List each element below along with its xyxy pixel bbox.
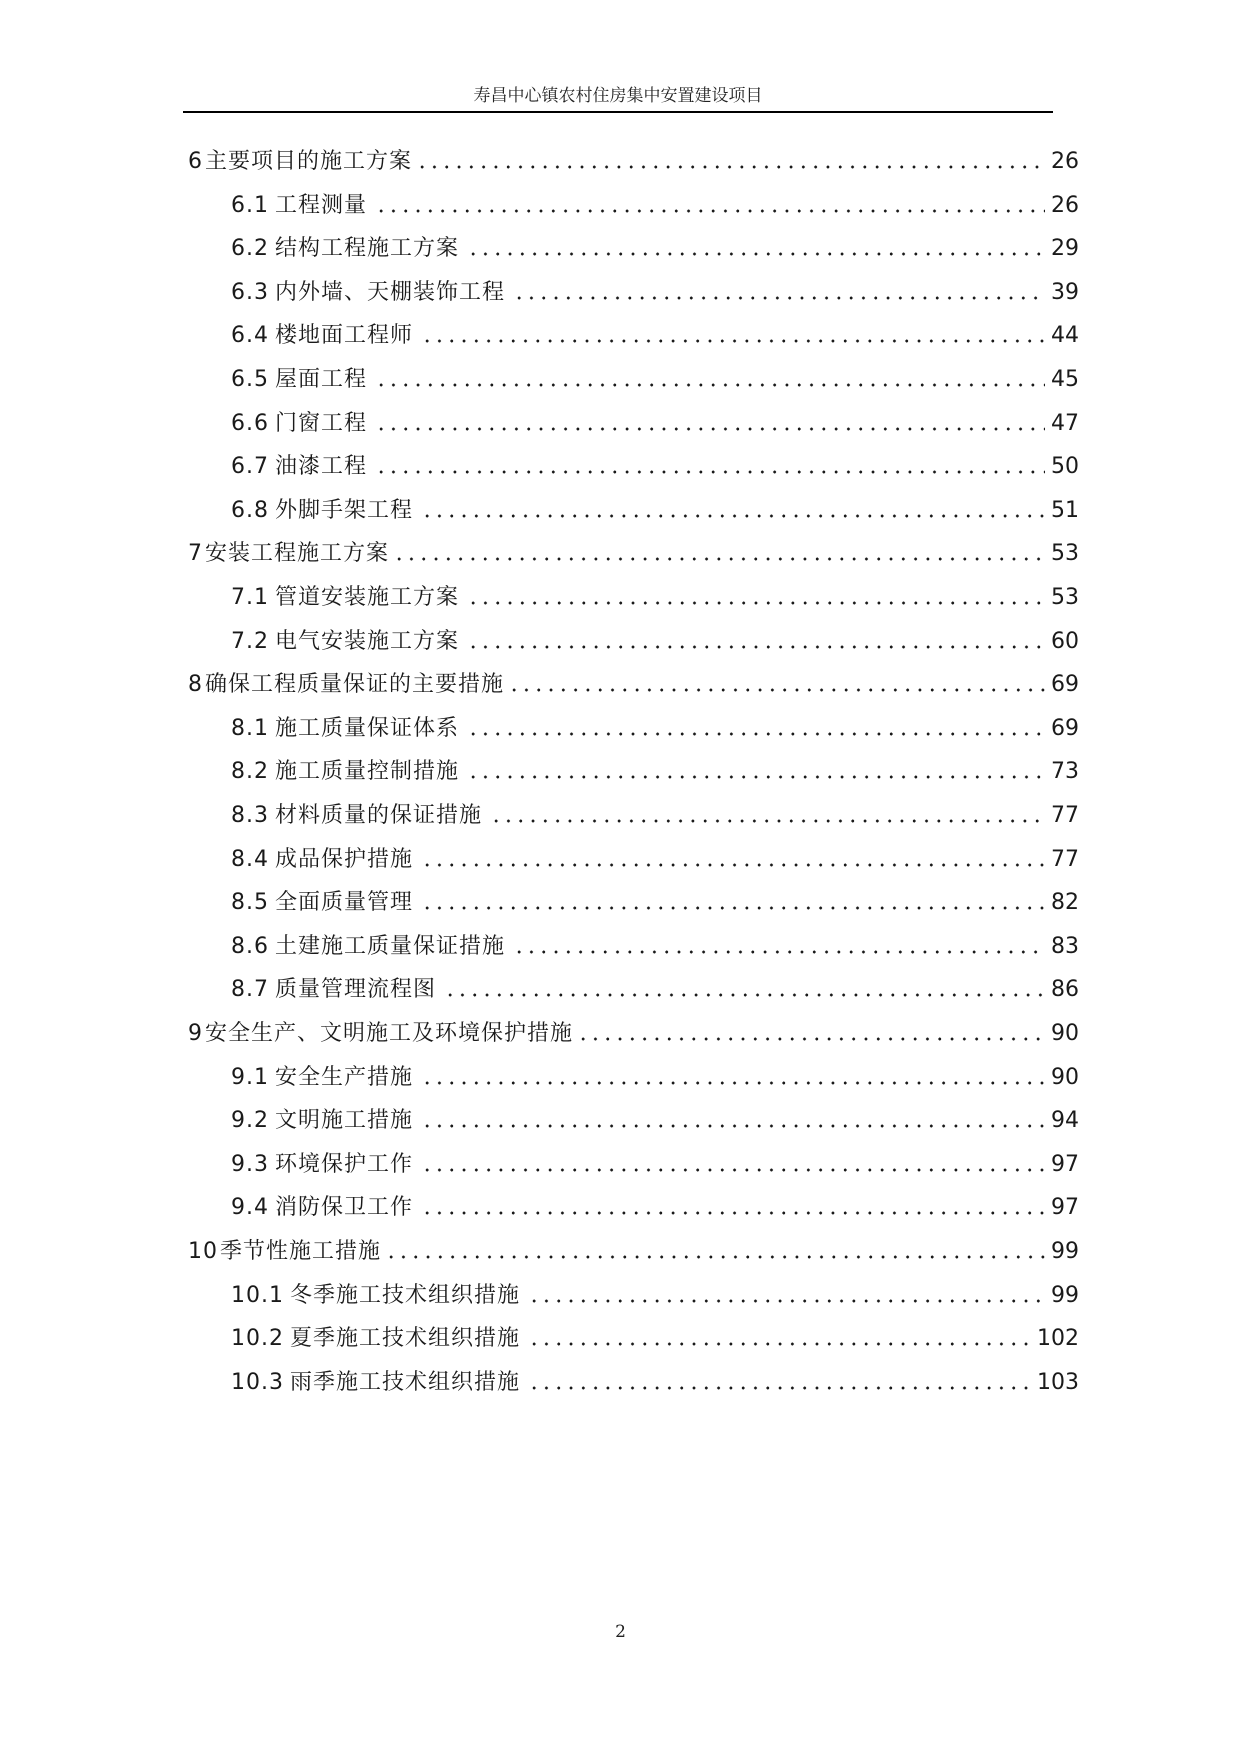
toc-entry-number: 8.1 xyxy=(231,715,269,741)
toc-entry-title: 环境保护工作 xyxy=(275,1151,414,1177)
toc-entry-title: 内外墙、天棚装饰工程 xyxy=(275,279,506,305)
toc-entry-page: 47 xyxy=(1051,410,1079,436)
toc-entry[interactable] xyxy=(231,227,1079,263)
toc-entry-number: 7 xyxy=(188,541,203,567)
toc-dot-leader xyxy=(513,296,1045,300)
toc-entry[interactable] xyxy=(188,140,1079,176)
toc-dot-leader xyxy=(421,1124,1045,1128)
toc-entry-page: 102 xyxy=(1037,1326,1079,1352)
toc-entry-title: 屋面工程 xyxy=(275,367,368,392)
toc-entry-page: 99 xyxy=(1051,1239,1079,1264)
toc-entry-page: 86 xyxy=(1051,977,1079,1003)
toc-entry[interactable] xyxy=(231,402,1079,438)
toc-entry-title: 文明施工措施 xyxy=(275,1108,414,1134)
toc-entry-page: 99 xyxy=(1051,1282,1079,1308)
toc-entry-number: 10 xyxy=(188,1239,218,1264)
toc-entry[interactable] xyxy=(231,1099,1079,1135)
toc-entry-title: 消防保卫工作 xyxy=(275,1195,414,1221)
toc-entry-number: 9 xyxy=(188,1021,203,1046)
toc-entry-page: 69 xyxy=(1051,715,1079,741)
toc-entry[interactable] xyxy=(231,489,1079,525)
toc-entry[interactable] xyxy=(188,1012,1079,1048)
toc-entry-number: 6.5 xyxy=(231,367,269,392)
toc-entry[interactable] xyxy=(231,925,1079,961)
toc-entry-title: 电气安装施工方案 xyxy=(275,628,460,654)
toc-entry[interactable] xyxy=(231,184,1079,220)
toc-entry-title: 外脚手架工程 xyxy=(275,497,414,523)
toc-dot-leader xyxy=(421,514,1045,518)
toc-entry-page: 90 xyxy=(1051,1064,1079,1090)
toc-entry[interactable] xyxy=(231,968,1079,1004)
toc-entry-number: 10.1 xyxy=(231,1282,284,1308)
toc-entry-number: 8.7 xyxy=(231,977,269,1003)
toc-entry[interactable] xyxy=(231,445,1079,481)
toc-entry-title: 安全生产措施 xyxy=(275,1064,414,1090)
toc-entry-number: 6 xyxy=(188,149,203,174)
page-header-title: 寿昌中心镇农村住房集中安置建设项目 xyxy=(473,86,763,106)
toc-entry-page: 83 xyxy=(1051,933,1079,959)
toc-dot-leader xyxy=(375,470,1045,474)
toc-entry[interactable] xyxy=(188,1230,1079,1266)
toc-entry-number: 6.3 xyxy=(231,279,269,305)
toc-dot-leader xyxy=(421,1081,1045,1085)
toc-entry-number: 6.1 xyxy=(231,192,269,218)
toc-entry-page: 53 xyxy=(1051,585,1079,610)
toc-entry[interactable] xyxy=(231,1317,1079,1353)
toc-entry[interactable] xyxy=(231,881,1079,917)
toc-entry-number: 9.2 xyxy=(231,1108,269,1134)
toc-entry[interactable] xyxy=(231,358,1079,394)
toc-entry[interactable] xyxy=(231,1361,1079,1397)
toc-entry-number: 10.2 xyxy=(231,1326,284,1352)
toc-dot-leader xyxy=(467,645,1045,649)
toc-dot-leader xyxy=(467,775,1045,779)
toc-dot-leader xyxy=(421,1211,1045,1215)
toc-entry-title: 主要项目的施工方案 xyxy=(205,149,413,174)
toc-entry-page: 39 xyxy=(1051,279,1079,305)
toc-entry-page: 94 xyxy=(1051,1108,1079,1134)
toc-entry-page: 90 xyxy=(1051,1021,1079,1046)
toc-entry-page: 26 xyxy=(1051,192,1079,218)
toc-entry-number: 9.3 xyxy=(231,1151,269,1177)
toc-entry-page: 60 xyxy=(1051,628,1079,654)
toc-entry-number: 8.3 xyxy=(231,803,269,828)
toc-dot-leader xyxy=(467,252,1045,256)
toc-entry-page: 103 xyxy=(1037,1369,1079,1395)
toc-entry-title: 管道安装施工方案 xyxy=(275,585,460,610)
toc-entry[interactable] xyxy=(231,1143,1079,1179)
toc-entry-page: 44 xyxy=(1051,323,1079,349)
toc-entry-title: 楼地面工程师 xyxy=(275,323,414,349)
toc-entry-title: 季节性施工措施 xyxy=(220,1239,382,1264)
toc-dot-leader xyxy=(375,383,1045,387)
toc-entry[interactable] xyxy=(231,271,1079,307)
toc-entry-page: 77 xyxy=(1051,846,1079,872)
toc-entry-title: 油漆工程 xyxy=(275,454,368,480)
toc-dot-leader xyxy=(528,1342,1031,1346)
toc-dot-leader xyxy=(577,1037,1045,1041)
toc-dot-leader xyxy=(375,209,1045,213)
toc-dot-leader xyxy=(385,1255,1045,1259)
toc-dot-leader xyxy=(421,339,1045,343)
toc-entry[interactable] xyxy=(231,838,1079,874)
toc-entry-number: 6.4 xyxy=(231,323,269,349)
toc-entry-number: 6.8 xyxy=(231,497,269,523)
page-number: 2 xyxy=(615,1622,626,1642)
toc-entry-title: 确保工程质量保证的主要措施 xyxy=(205,672,505,698)
toc-entry[interactable] xyxy=(231,314,1079,350)
toc-entry-number: 6.6 xyxy=(231,410,269,436)
toc-dot-leader xyxy=(528,1299,1045,1303)
toc-dot-leader xyxy=(508,688,1045,692)
toc-entry-title: 成品保护措施 xyxy=(275,846,414,872)
toc-dot-leader xyxy=(467,601,1045,605)
toc-dot-leader xyxy=(528,1386,1031,1390)
toc-entry-page: 73 xyxy=(1051,759,1079,785)
toc-entry-title: 施工质量控制措施 xyxy=(275,759,460,785)
toc-entry-number: 8.6 xyxy=(231,933,269,959)
toc-entry[interactable] xyxy=(231,1274,1079,1310)
toc-entry-title: 安装工程施工方案 xyxy=(205,541,390,567)
toc-entry-number: 9.1 xyxy=(231,1064,269,1090)
toc-entry-number: 6.7 xyxy=(231,454,269,480)
toc-dot-leader xyxy=(421,906,1045,910)
toc-dot-leader xyxy=(421,863,1045,867)
toc-entry-page: 51 xyxy=(1051,497,1079,523)
toc-entry-title: 全面质量管理 xyxy=(275,890,414,916)
toc-entry[interactable] xyxy=(231,750,1079,786)
toc-entry-title: 安全生产、文明施工及环境保护措施 xyxy=(205,1021,574,1046)
toc-entry[interactable] xyxy=(231,576,1079,612)
toc-entry-title: 工程测量 xyxy=(275,192,368,218)
toc-entry-number: 10.3 xyxy=(231,1369,284,1395)
toc-dot-leader xyxy=(490,819,1045,823)
toc-entry[interactable] xyxy=(231,707,1079,743)
toc-entry-number: 6.2 xyxy=(231,236,269,262)
toc-entry-title: 质量管理流程图 xyxy=(275,977,437,1003)
toc-dot-leader xyxy=(416,165,1045,169)
toc-entry-number: 7.1 xyxy=(231,585,269,610)
toc-entry-title: 结构工程施工方案 xyxy=(275,236,460,262)
toc-entry-number: 8 xyxy=(188,672,203,698)
toc-entry-title: 雨季施工技术组织措施 xyxy=(289,1369,520,1395)
toc-entry-title: 土建施工质量保证措施 xyxy=(275,933,506,959)
toc-entry-number: 8.2 xyxy=(231,759,269,785)
toc-entry-page: 69 xyxy=(1051,672,1079,698)
toc-entry-page: 82 xyxy=(1051,890,1079,916)
toc-entry[interactable] xyxy=(188,532,1079,568)
toc-entry[interactable] xyxy=(231,1056,1079,1092)
toc-entry-page: 50 xyxy=(1051,454,1079,480)
toc-entry[interactable] xyxy=(188,663,1079,699)
toc-entry-number: 8.4 xyxy=(231,846,269,872)
toc-entry-page: 45 xyxy=(1051,367,1079,392)
toc-entry-number: 8.5 xyxy=(231,890,269,916)
toc-entry-title: 门窗工程 xyxy=(275,410,368,436)
toc-entry-number: 9.4 xyxy=(231,1195,269,1221)
toc-dot-leader xyxy=(393,557,1045,561)
toc-dot-leader xyxy=(444,993,1045,997)
toc-dot-leader xyxy=(375,427,1045,431)
toc-entry-page: 53 xyxy=(1051,541,1079,567)
toc-entry-page: 77 xyxy=(1051,803,1079,828)
toc-entry-page: 29 xyxy=(1051,236,1079,262)
toc-entry-title: 施工质量保证体系 xyxy=(275,715,460,741)
toc-dot-leader xyxy=(421,1168,1045,1172)
toc-entry[interactable] xyxy=(231,794,1079,830)
toc-entry-title: 冬季施工技术组织措施 xyxy=(289,1282,520,1308)
toc-entry-number: 7.2 xyxy=(231,628,269,654)
toc-entry-title: 材料质量的保证措施 xyxy=(275,803,483,828)
toc-entry-title: 夏季施工技术组织措施 xyxy=(289,1326,520,1352)
toc-entry-page: 97 xyxy=(1051,1151,1079,1177)
toc-dot-leader xyxy=(513,950,1045,954)
toc-dot-leader xyxy=(467,732,1045,736)
toc-entry[interactable] xyxy=(231,1186,1079,1222)
toc-entry-page: 97 xyxy=(1051,1195,1079,1221)
toc-entry[interactable] xyxy=(231,620,1079,656)
toc-entry-page: 26 xyxy=(1051,149,1079,174)
